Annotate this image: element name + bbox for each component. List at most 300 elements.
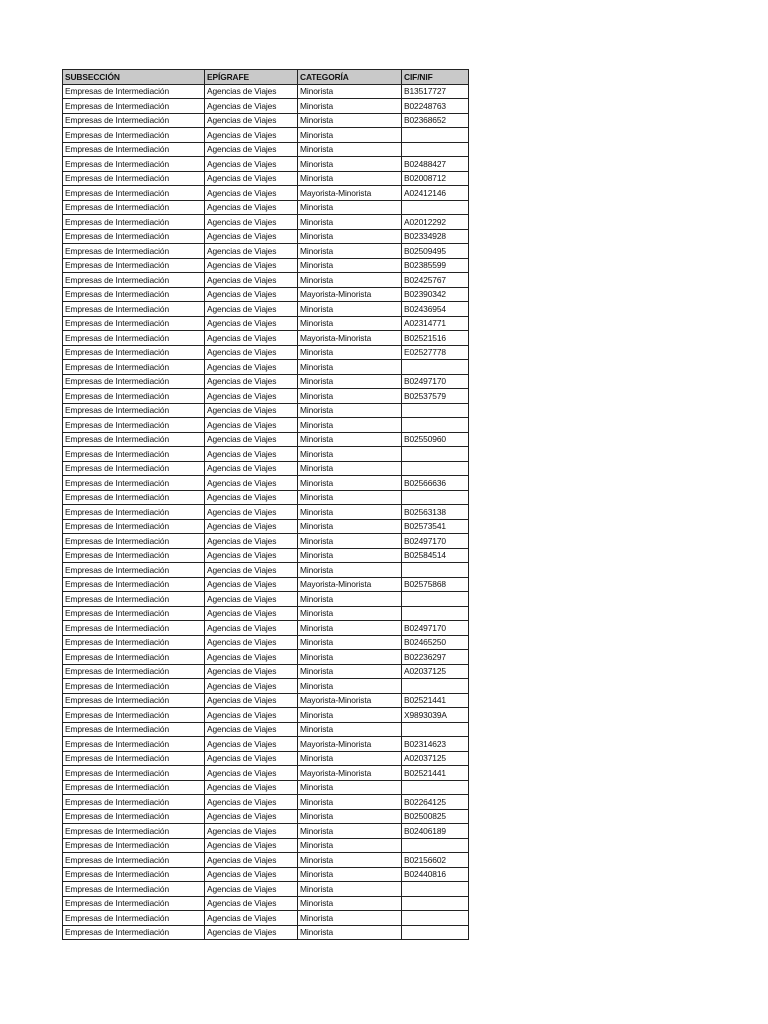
subseccion-cell: Empresas de Intermediación (63, 476, 205, 491)
table-row (63, 563, 469, 578)
categoria-cell: Minorista (298, 432, 402, 447)
epigrafe-cell: Agencias de Viajes (205, 229, 298, 244)
epigrafe-cell: Agencias de Viajes (205, 273, 298, 288)
cif-nif-cell (402, 418, 469, 433)
table-row (63, 795, 469, 810)
subseccion-cell: Empresas de Intermediación (63, 258, 205, 273)
subseccion-cell: Empresas de Intermediación (63, 722, 205, 737)
subseccion-cell: Empresas de Intermediación (63, 505, 205, 520)
epigrafe-cell: Agencias de Viajes (205, 186, 298, 201)
table-row (63, 693, 469, 708)
table-row (63, 273, 469, 288)
epigrafe-cell: Agencias de Viajes (205, 592, 298, 607)
subseccion-cell: Empresas de Intermediación (63, 766, 205, 781)
table-row (63, 505, 469, 520)
cif-nif-cell (402, 606, 469, 621)
cif-nif-cell (402, 447, 469, 462)
cif-nif-cell: B13517727 (402, 84, 469, 99)
cif-nif-cell: E02527778 (402, 345, 469, 360)
table-row (63, 345, 469, 360)
subseccion-cell: Empresas de Intermediación (63, 838, 205, 853)
subseccion-cell: Empresas de Intermediación (63, 432, 205, 447)
table-row (63, 925, 469, 940)
subseccion-cell: Empresas de Intermediación (63, 345, 205, 360)
epigrafe-cell: Agencias de Viajes (205, 853, 298, 868)
epigrafe-cell: Agencias de Viajes (205, 838, 298, 853)
categoria-cell: Minorista (298, 389, 402, 404)
table-row (63, 461, 469, 476)
cif-nif-cell: B02550960 (402, 432, 469, 447)
categoria-cell: Minorista (298, 157, 402, 172)
table-row (63, 229, 469, 244)
cif-nif-cell (402, 911, 469, 926)
epigrafe-cell: Agencias de Viajes (205, 258, 298, 273)
categoria-cell: Minorista (298, 519, 402, 534)
epigrafe-cell: Agencias de Viajes (205, 780, 298, 795)
table-row (63, 316, 469, 331)
categoria-cell: Minorista (298, 635, 402, 650)
categoria-cell: Minorista (298, 606, 402, 621)
cif-nif-cell: B02584514 (402, 548, 469, 563)
table-row (63, 215, 469, 230)
epigrafe-cell: Agencias de Viajes (205, 519, 298, 534)
epigrafe-cell: Agencias de Viajes (205, 693, 298, 708)
categoria-cell: Minorista (298, 563, 402, 578)
table-row (63, 780, 469, 795)
categoria-cell: Minorista (298, 447, 402, 462)
cif-nif-cell (402, 142, 469, 157)
subseccion-cell: Empresas de Intermediación (63, 534, 205, 549)
cif-nif-cell (402, 360, 469, 375)
cif-nif-cell: B02334928 (402, 229, 469, 244)
epigrafe-cell: Agencias de Viajes (205, 418, 298, 433)
epigrafe-cell: Agencias de Viajes (205, 345, 298, 360)
cif-nif-cell: X9893039A (402, 708, 469, 723)
cif-nif-cell: B02425767 (402, 273, 469, 288)
categoria-cell: Minorista (298, 258, 402, 273)
categoria-cell: Minorista (298, 302, 402, 317)
cif-nif-cell (402, 403, 469, 418)
epigrafe-cell: Agencias de Viajes (205, 476, 298, 491)
subseccion-cell: Empresas de Intermediación (63, 461, 205, 476)
cif-nif-cell: B02521441 (402, 766, 469, 781)
cif-nif-cell: B02314623 (402, 737, 469, 752)
table-row (63, 432, 469, 447)
epigrafe-cell: Agencias de Viajes (205, 621, 298, 636)
cif-nif-cell: B02563138 (402, 505, 469, 520)
table-row (63, 650, 469, 665)
table-row (63, 157, 469, 172)
epigrafe-cell: Agencias de Viajes (205, 751, 298, 766)
categoria-cell: Minorista (298, 142, 402, 157)
epigrafe-cell: Agencias de Viajes (205, 650, 298, 665)
epigrafe-cell: Agencias de Viajes (205, 795, 298, 810)
epigrafe-cell: Agencias de Viajes (205, 548, 298, 563)
table-row (63, 722, 469, 737)
categoria-cell: Minorista (298, 273, 402, 288)
epigrafe-cell: Agencias de Viajes (205, 360, 298, 375)
categoria-cell: Minorista (298, 534, 402, 549)
subseccion-cell: Empresas de Intermediación (63, 302, 205, 317)
table-row (63, 113, 469, 128)
subseccion-cell: Empresas de Intermediación (63, 418, 205, 433)
categoria-cell: Minorista (298, 200, 402, 215)
categoria-cell: Minorista (298, 316, 402, 331)
epigrafe-cell: Agencias de Viajes (205, 722, 298, 737)
categoria-cell: Minorista (298, 360, 402, 375)
header-categoria: CATEGORÍA (298, 70, 402, 85)
epigrafe-cell: Agencias de Viajes (205, 171, 298, 186)
table-row (63, 331, 469, 346)
epigrafe-cell: Agencias de Viajes (205, 200, 298, 215)
subseccion-cell: Empresas de Intermediación (63, 84, 205, 99)
categoria-cell: Minorista (298, 113, 402, 128)
categoria-cell: Minorista (298, 215, 402, 230)
cif-nif-cell: B02390342 (402, 287, 469, 302)
subseccion-cell: Empresas de Intermediación (63, 911, 205, 926)
subseccion-cell: Empresas de Intermediación (63, 273, 205, 288)
categoria-cell: Minorista (298, 229, 402, 244)
table-row (63, 534, 469, 549)
table-row (63, 824, 469, 839)
epigrafe-cell: Agencias de Viajes (205, 403, 298, 418)
cif-nif-cell: A02314771 (402, 316, 469, 331)
cif-nif-cell: B02406189 (402, 824, 469, 839)
epigrafe-cell: Agencias de Viajes (205, 432, 298, 447)
epigrafe-cell: Agencias de Viajes (205, 737, 298, 752)
cif-nif-cell: B02488427 (402, 157, 469, 172)
categoria-cell: Minorista (298, 374, 402, 389)
subseccion-cell: Empresas de Intermediación (63, 867, 205, 882)
epigrafe-cell: Agencias de Viajes (205, 708, 298, 723)
categoria-cell: Minorista (298, 418, 402, 433)
table-row (63, 548, 469, 563)
subseccion-cell: Empresas de Intermediación (63, 113, 205, 128)
cif-nif-cell: B02465250 (402, 635, 469, 650)
cif-nif-cell: B02566636 (402, 476, 469, 491)
categoria-cell: Minorista (298, 838, 402, 853)
subseccion-cell: Empresas de Intermediación (63, 157, 205, 172)
agencies-table (62, 69, 469, 940)
epigrafe-cell: Agencias de Viajes (205, 84, 298, 99)
subseccion-cell: Empresas de Intermediación (63, 635, 205, 650)
categoria-cell: Minorista (298, 824, 402, 839)
table-row (63, 577, 469, 592)
table-row (63, 519, 469, 534)
subseccion-cell: Empresas de Intermediación (63, 548, 205, 563)
cif-nif-cell: B02500825 (402, 809, 469, 824)
epigrafe-cell: Agencias de Viajes (205, 505, 298, 520)
table-row (63, 606, 469, 621)
cif-nif-cell (402, 128, 469, 143)
table-row (63, 360, 469, 375)
cif-nif-cell (402, 882, 469, 897)
epigrafe-cell: Agencias de Viajes (205, 882, 298, 897)
subseccion-cell: Empresas de Intermediación (63, 287, 205, 302)
cif-nif-cell: B02497170 (402, 374, 469, 389)
table-row (63, 679, 469, 694)
subseccion-cell: Empresas de Intermediación (63, 737, 205, 752)
table-row (63, 621, 469, 636)
subseccion-cell: Empresas de Intermediación (63, 751, 205, 766)
epigrafe-cell: Agencias de Viajes (205, 606, 298, 621)
categoria-cell: Mayorista-Minorista (298, 331, 402, 346)
epigrafe-cell: Agencias de Viajes (205, 635, 298, 650)
categoria-cell: Mayorista-Minorista (298, 577, 402, 592)
table-row (63, 490, 469, 505)
subseccion-cell: Empresas de Intermediación (63, 447, 205, 462)
cif-nif-cell: A02037125 (402, 664, 469, 679)
categoria-cell: Minorista (298, 476, 402, 491)
subseccion-cell: Empresas de Intermediación (63, 244, 205, 259)
table-row (63, 258, 469, 273)
subseccion-cell: Empresas de Intermediación (63, 389, 205, 404)
categoria-cell: Minorista (298, 171, 402, 186)
table-row (63, 882, 469, 897)
subseccion-cell: Empresas de Intermediación (63, 99, 205, 114)
categoria-cell: Mayorista-Minorista (298, 737, 402, 752)
categoria-cell: Minorista (298, 244, 402, 259)
header-cif-nif: CIF/NIF (402, 70, 469, 85)
epigrafe-cell: Agencias de Viajes (205, 447, 298, 462)
cif-nif-cell (402, 490, 469, 505)
table-row (63, 838, 469, 853)
table-row (63, 476, 469, 491)
categoria-cell: Minorista (298, 592, 402, 607)
table-row (63, 751, 469, 766)
categoria-cell: Minorista (298, 722, 402, 737)
cif-nif-cell (402, 563, 469, 578)
epigrafe-cell: Agencias de Viajes (205, 911, 298, 926)
table-row (63, 766, 469, 781)
categoria-cell: Minorista (298, 882, 402, 897)
header-epigrafe: EPÍGRAFE (205, 70, 298, 85)
subseccion-cell: Empresas de Intermediación (63, 128, 205, 143)
epigrafe-cell: Agencias de Viajes (205, 679, 298, 694)
subseccion-cell: Empresas de Intermediación (63, 563, 205, 578)
cif-nif-cell: B02008712 (402, 171, 469, 186)
epigrafe-cell: Agencias de Viajes (205, 577, 298, 592)
cif-nif-cell (402, 592, 469, 607)
table-row (63, 664, 469, 679)
header-subseccion: SUBSECCIÓN (63, 70, 205, 85)
table-row (63, 374, 469, 389)
categoria-cell: Mayorista-Minorista (298, 186, 402, 201)
epigrafe-cell: Agencias de Viajes (205, 766, 298, 781)
categoria-cell: Minorista (298, 505, 402, 520)
categoria-cell: Minorista (298, 345, 402, 360)
cif-nif-cell: A02012292 (402, 215, 469, 230)
epigrafe-cell: Agencias de Viajes (205, 99, 298, 114)
categoria-cell: Minorista (298, 751, 402, 766)
cif-nif-cell: B02497170 (402, 621, 469, 636)
subseccion-cell: Empresas de Intermediación (63, 809, 205, 824)
subseccion-cell: Empresas de Intermediación (63, 200, 205, 215)
categoria-cell: Minorista (298, 461, 402, 476)
cif-nif-cell: B02248763 (402, 99, 469, 114)
cif-nif-cell: B02573541 (402, 519, 469, 534)
epigrafe-cell: Agencias de Viajes (205, 563, 298, 578)
subseccion-cell: Empresas de Intermediación (63, 360, 205, 375)
table-row (63, 287, 469, 302)
cif-nif-cell: B02368652 (402, 113, 469, 128)
categoria-cell: Minorista (298, 84, 402, 99)
categoria-cell: Mayorista-Minorista (298, 693, 402, 708)
cif-nif-cell (402, 896, 469, 911)
categoria-cell: Minorista (298, 809, 402, 824)
categoria-cell: Minorista (298, 664, 402, 679)
cif-nif-cell (402, 780, 469, 795)
subseccion-cell: Empresas de Intermediación (63, 824, 205, 839)
epigrafe-cell: Agencias de Viajes (205, 215, 298, 230)
categoria-cell: Minorista (298, 548, 402, 563)
cif-nif-cell: B02264125 (402, 795, 469, 810)
categoria-cell: Minorista (298, 911, 402, 926)
categoria-cell: Minorista (298, 679, 402, 694)
subseccion-cell: Empresas de Intermediación (63, 316, 205, 331)
epigrafe-cell: Agencias de Viajes (205, 142, 298, 157)
cif-nif-cell: B02385599 (402, 258, 469, 273)
epigrafe-cell: Agencias de Viajes (205, 157, 298, 172)
epigrafe-cell: Agencias de Viajes (205, 389, 298, 404)
cif-nif-cell: B02521441 (402, 693, 469, 708)
table-row (63, 447, 469, 462)
categoria-cell: Minorista (298, 708, 402, 723)
cif-nif-cell: A02412146 (402, 186, 469, 201)
epigrafe-cell: Agencias de Viajes (205, 302, 298, 317)
table-row (63, 708, 469, 723)
cif-nif-cell (402, 461, 469, 476)
epigrafe-cell: Agencias de Viajes (205, 287, 298, 302)
subseccion-cell: Empresas de Intermediación (63, 606, 205, 621)
epigrafe-cell: Agencias de Viajes (205, 896, 298, 911)
categoria-cell: Minorista (298, 925, 402, 940)
cif-nif-cell: B02436954 (402, 302, 469, 317)
table-row (63, 389, 469, 404)
table-row (63, 302, 469, 317)
cif-nif-cell (402, 722, 469, 737)
categoria-cell: Minorista (298, 621, 402, 636)
cif-nif-cell (402, 925, 469, 940)
categoria-cell: Minorista (298, 128, 402, 143)
epigrafe-cell: Agencias de Viajes (205, 461, 298, 476)
table-row (63, 171, 469, 186)
subseccion-cell: Empresas de Intermediación (63, 519, 205, 534)
table-row (63, 403, 469, 418)
categoria-cell: Mayorista-Minorista (298, 287, 402, 302)
table-row (63, 853, 469, 868)
table-row (63, 867, 469, 882)
table-row (63, 244, 469, 259)
table-row (63, 418, 469, 433)
cif-nif-cell: B02236297 (402, 650, 469, 665)
categoria-cell: Minorista (298, 403, 402, 418)
table-row (63, 635, 469, 650)
epigrafe-cell: Agencias de Viajes (205, 925, 298, 940)
table-row (63, 809, 469, 824)
subseccion-cell: Empresas de Intermediación (63, 679, 205, 694)
subseccion-cell: Empresas de Intermediación (63, 171, 205, 186)
epigrafe-cell: Agencias de Viajes (205, 113, 298, 128)
epigrafe-cell: Agencias de Viajes (205, 316, 298, 331)
categoria-cell: Minorista (298, 867, 402, 882)
categoria-cell: Minorista (298, 780, 402, 795)
subseccion-cell: Empresas de Intermediación (63, 229, 205, 244)
cif-nif-cell (402, 838, 469, 853)
subseccion-cell: Empresas de Intermediación (63, 693, 205, 708)
subseccion-cell: Empresas de Intermediación (63, 592, 205, 607)
table-row (63, 186, 469, 201)
categoria-cell: Minorista (298, 896, 402, 911)
subseccion-cell: Empresas de Intermediación (63, 650, 205, 665)
table-row (63, 84, 469, 99)
categoria-cell: Minorista (298, 853, 402, 868)
header-row (63, 70, 469, 85)
categoria-cell: Minorista (298, 490, 402, 505)
epigrafe-cell: Agencias de Viajes (205, 331, 298, 346)
epigrafe-cell: Agencias de Viajes (205, 664, 298, 679)
cif-nif-cell: B02575868 (402, 577, 469, 592)
epigrafe-cell: Agencias de Viajes (205, 809, 298, 824)
table-row (63, 200, 469, 215)
cif-nif-cell: B02509495 (402, 244, 469, 259)
table-body (63, 84, 469, 940)
table-row (63, 911, 469, 926)
epigrafe-cell: Agencias de Viajes (205, 244, 298, 259)
table-row (63, 896, 469, 911)
subseccion-cell: Empresas de Intermediación (63, 925, 205, 940)
subseccion-cell: Empresas de Intermediación (63, 780, 205, 795)
subseccion-cell: Empresas de Intermediación (63, 577, 205, 592)
cif-nif-cell (402, 679, 469, 694)
subseccion-cell: Empresas de Intermediación (63, 331, 205, 346)
subseccion-cell: Empresas de Intermediación (63, 142, 205, 157)
cif-nif-cell: A02037125 (402, 751, 469, 766)
table-row (63, 592, 469, 607)
cif-nif-cell: B02156602 (402, 853, 469, 868)
epigrafe-cell: Agencias de Viajes (205, 534, 298, 549)
epigrafe-cell: Agencias de Viajes (205, 824, 298, 839)
table-row (63, 142, 469, 157)
table-row (63, 128, 469, 143)
epigrafe-cell: Agencias de Viajes (205, 128, 298, 143)
categoria-cell: Minorista (298, 795, 402, 810)
subseccion-cell: Empresas de Intermediación (63, 853, 205, 868)
table-row (63, 99, 469, 114)
subseccion-cell: Empresas de Intermediación (63, 215, 205, 230)
categoria-cell: Minorista (298, 99, 402, 114)
subseccion-cell: Empresas de Intermediación (63, 896, 205, 911)
subseccion-cell: Empresas de Intermediación (63, 621, 205, 636)
subseccion-cell: Empresas de Intermediación (63, 708, 205, 723)
subseccion-cell: Empresas de Intermediación (63, 664, 205, 679)
cif-nif-cell: B02497170 (402, 534, 469, 549)
subseccion-cell: Empresas de Intermediación (63, 186, 205, 201)
subseccion-cell: Empresas de Intermediación (63, 403, 205, 418)
cif-nif-cell: B02537579 (402, 389, 469, 404)
epigrafe-cell: Agencias de Viajes (205, 374, 298, 389)
epigrafe-cell: Agencias de Viajes (205, 490, 298, 505)
cif-nif-cell (402, 200, 469, 215)
epigrafe-cell: Agencias de Viajes (205, 867, 298, 882)
subseccion-cell: Empresas de Intermediación (63, 882, 205, 897)
categoria-cell: Minorista (298, 650, 402, 665)
cif-nif-cell: B02521516 (402, 331, 469, 346)
subseccion-cell: Empresas de Intermediación (63, 490, 205, 505)
categoria-cell: Mayorista-Minorista (298, 766, 402, 781)
cif-nif-cell: B02440816 (402, 867, 469, 882)
subseccion-cell: Empresas de Intermediación (63, 795, 205, 810)
